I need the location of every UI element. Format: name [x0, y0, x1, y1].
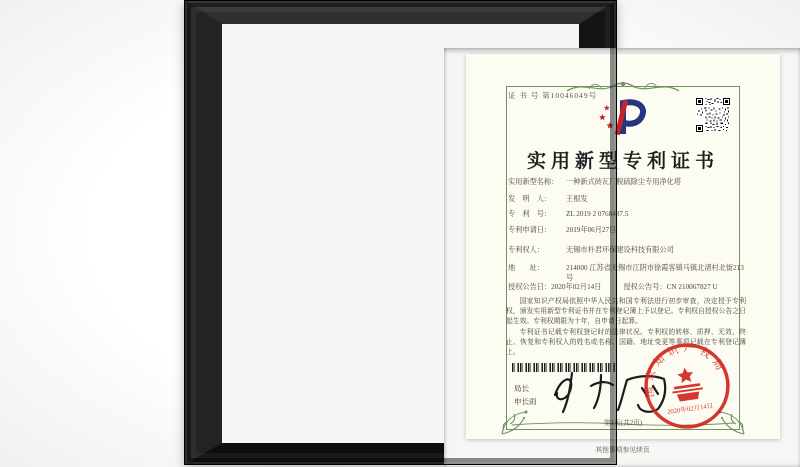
field-value: CN 210067827 U [666, 283, 718, 291]
field-filing-date [508, 226, 748, 236]
certificate-number: 证 书 号 第10046049号 [508, 91, 598, 100]
field-address [508, 264, 748, 283]
national-emblem-icon [669, 366, 704, 403]
continuation-note: 其他事项参见续页 [595, 447, 650, 454]
field-value: 2020年02月14日 [551, 283, 602, 291]
field-label: 实用新型名称： [508, 178, 559, 186]
field-invention-name [508, 178, 748, 188]
field-label: 地 址： [508, 264, 544, 272]
field-value: 王根发 [566, 195, 588, 203]
seal-agency-text: 国家知识产权局 [643, 342, 728, 398]
director-name: 申长雨 [514, 397, 537, 406]
field-label: 发 明 人： [508, 195, 552, 203]
field-patentee [508, 246, 748, 256]
field-label: 专利申请日： [508, 226, 552, 234]
picture-frame [184, 0, 746, 465]
field-patent-number [508, 210, 748, 220]
field-label: 授权公告号： [623, 283, 667, 291]
mat-board [444, 48, 800, 467]
field-inventor [508, 195, 748, 205]
legal-paragraph: 国家知识产权局依照中华人民共和国专利法进行初步审查，决定授予专利权，颁发实用新型专利证书并在专利登记簿上予以登记。专利权自授权公告之日起生效。专利权期限为十年，自申请日起算。 [506, 298, 746, 325]
field-value: 一种新式砖瓦厂脱硫除尘专用净化塔 [566, 178, 682, 186]
grant-publication-number [623, 283, 717, 293]
field-value: 无锡市朴君环保建设科技有限公司 [566, 246, 674, 254]
legal-paragraph: 专利证书记载专利权登记时的法律状况。专利权的转移、质押、无效、终止、恢复和专利权人的姓名或名称、国籍、地址变更等事项记载在专利登记簿上。 [506, 329, 746, 356]
page-indicator: 第1页(共2页) [603, 420, 643, 427]
field-value: 2019年06月27日 [566, 226, 617, 234]
field-label: 专 利 号： [508, 210, 552, 218]
certificate-paper [466, 54, 780, 439]
qr-code [696, 98, 730, 132]
field-value: ZL 2019 2 0768437.5 [566, 210, 629, 218]
grant-date [508, 283, 601, 293]
field-grant-info [508, 283, 748, 293]
cnipa-logo-icon [590, 98, 656, 138]
certificate-title: 实用新型专利证书 [526, 151, 719, 172]
seal-date: 2020年02月14日 [666, 402, 714, 417]
field-value: 214000 江苏省无锡市江阴市徐霞客镇马镇北渚村北街213号 [566, 264, 744, 282]
director-title: 局长 [514, 384, 529, 393]
field-label: 专利权人： [508, 246, 544, 254]
field-label: 授权公告日： [508, 283, 552, 291]
